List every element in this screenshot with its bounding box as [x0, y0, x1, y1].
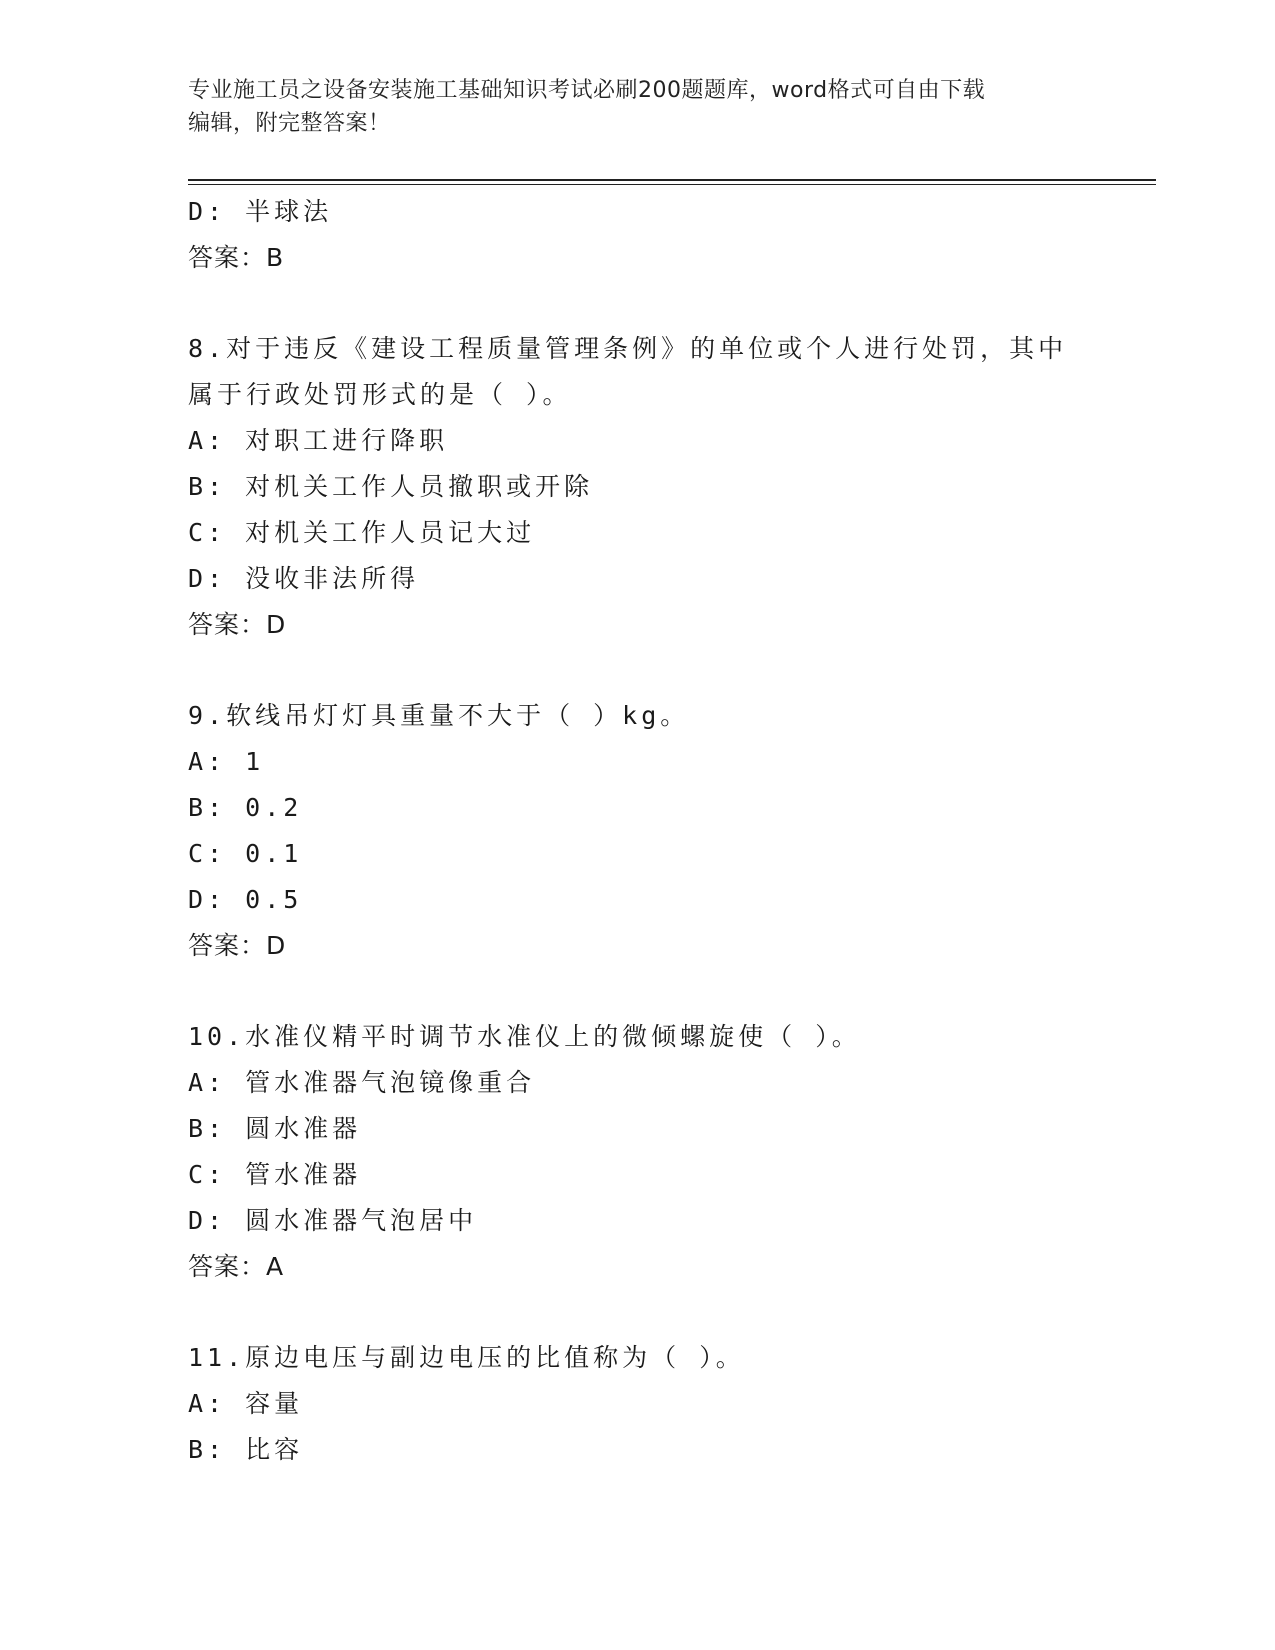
question-8 [188, 326, 1088, 648]
question-stem: 8.对于违反《建设工程质量管理条例》的单位或个人进行处罚，其中 [188, 334, 1068, 363]
option-a: A: 对职工进行降职 [188, 426, 449, 455]
option-a: A: 容量 [188, 1389, 304, 1418]
question-list [188, 189, 1088, 1473]
option-d: D: 0.5 [188, 885, 303, 914]
question-stem: 11.原边电压与副边电压的比值称为（ ）。 [188, 1343, 745, 1372]
option-a: A: 1 [188, 747, 265, 776]
option-d: D: 没收非法所得 [188, 564, 420, 593]
header-divider-thick [188, 179, 1156, 181]
option-d: D: 圆水准器气泡居中 [188, 1206, 478, 1235]
spacer [188, 281, 1088, 326]
option-b: B: 比容 [188, 1435, 304, 1464]
option-c: C: 管水准器 [188, 1160, 362, 1189]
header-title-line-2: 编辑，附完整答案！ [188, 111, 391, 136]
answer-label: 答案：D [188, 931, 287, 960]
question-10 [188, 1014, 1088, 1290]
option-b: B: 0.2 [188, 793, 303, 822]
answer-label: 答案：D [188, 610, 287, 639]
answer-label: 答案：B [188, 243, 285, 272]
answer-label: 答案：A [188, 1252, 285, 1281]
question-stem: 10.水准仪精平时调节水准仪上的微倾螺旋使（ ）。 [188, 1022, 861, 1051]
question-9 [188, 693, 1088, 969]
spacer [188, 648, 1088, 693]
document-header [188, 74, 1068, 140]
spacer [188, 1290, 1088, 1335]
header-divider-thin [188, 184, 1156, 185]
option-d: D: 半球法 [188, 197, 333, 226]
header-title-line-1: 专业施工员之设备安装施工基础知识考试必刷200题题库，word格式可自由下载 [188, 78, 986, 103]
question-7-tail [188, 189, 1088, 281]
option-a: A: 管水准器气泡镜像重合 [188, 1068, 536, 1097]
question-11 [188, 1335, 1088, 1473]
option-b: B: 对机关工作人员撤职或开除 [188, 472, 594, 501]
spacer [188, 969, 1088, 1014]
question-stem-continued: 属于行政处罚形式的是（ ）。 [188, 380, 572, 409]
option-c: C: 对机关工作人员记大过 [188, 518, 536, 547]
option-b: B: 圆水准器 [188, 1114, 362, 1143]
option-c: C: 0.1 [188, 839, 303, 868]
question-stem: 9.软线吊灯灯具重量不大于（ ）kg。 [188, 701, 690, 730]
